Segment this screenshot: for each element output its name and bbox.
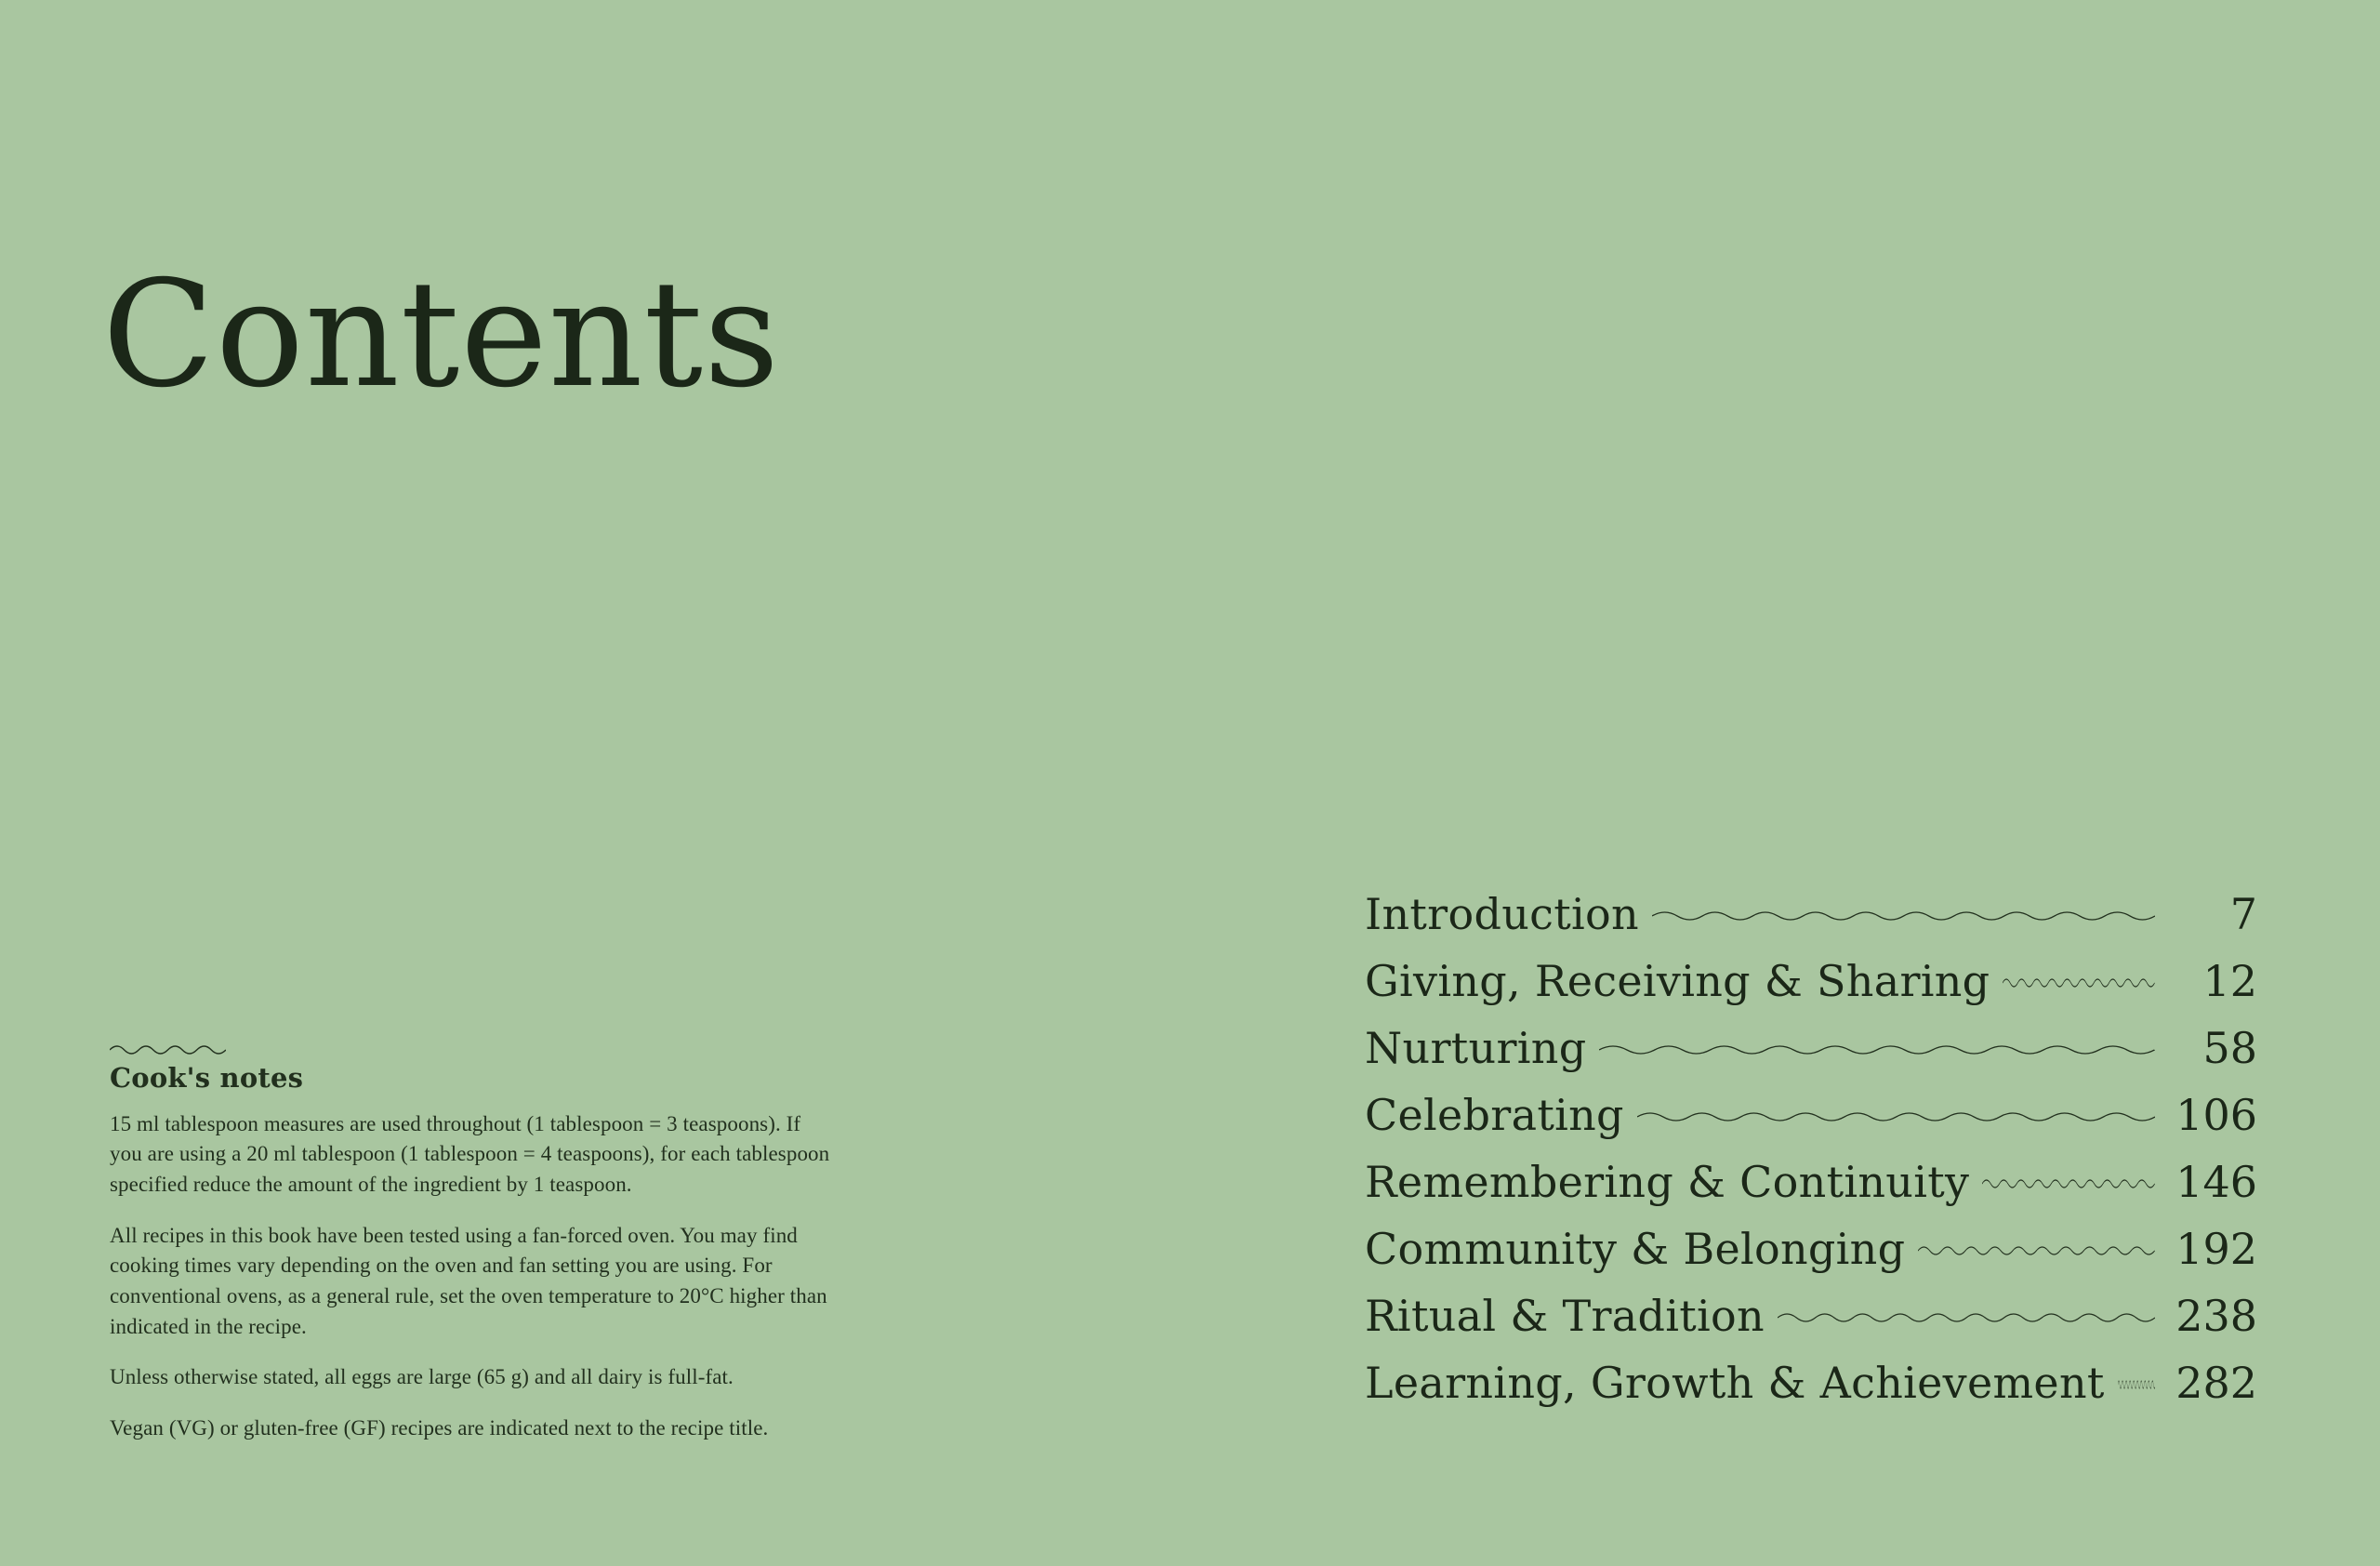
toc-entry-label: Learning, Growth & Achievement [1365,1358,2105,1408]
toc-leader-squiggle-icon [1599,1041,2155,1057]
toc-entry-page: 192 [2175,1224,2257,1274]
toc-leader-squiggle-icon [1637,1108,2155,1124]
toc-entry-page: 238 [2175,1291,2257,1341]
cooks-notes-paragraph: 15 ml tablespoon measures are used throughout (1 tablespoon = 3 teaspoons). If you are using a 20 ml tablespoon (1 tablespoon = 4 teaspoons), for each tablespoon specified reduce the amount of the ingredient by 1 teaspoon. [110,1111,830,1197]
toc-leader-squiggle-icon [1982,1174,2155,1191]
cooks-notes-paragraph: Unless otherwise stated, all eggs are large (65 g) and all dairy is full-fat. [110,1365,734,1389]
toc-entry[interactable] [1365,1023,2257,1094]
toc-entry[interactable] [1365,1157,2257,1228]
toc-entry-label: Celebrating [1365,1090,1624,1140]
toc-entry-page: 282 [2175,1358,2257,1408]
toc-entry[interactable] [1365,956,2257,1027]
toc-entry-label: Community & Belonging [1365,1224,1906,1274]
toc-leader-squiggle-icon [1778,1308,2155,1325]
page-title: Contents [102,248,781,420]
toc-leader-squiggle-icon [2118,1375,2155,1392]
toc-entry[interactable] [1365,1358,2257,1428]
toc-entry-page: 12 [2202,956,2257,1006]
squiggle-divider-icon [110,1042,226,1056]
toc-entry[interactable] [1365,1291,2257,1361]
toc-entry-page: 146 [2175,1157,2257,1207]
cooks-notes-paragraph: All recipes in this book have been tested using a fan-forced oven. You may find cooking times vary depending on the oven and fan setting you are using. For conventional ovens, as a general rule, set the oven temperature to 20°C higher than indicated in the recipe. [110,1223,827,1338]
table-of-contents [1365,889,2257,1428]
cooks-notes-block [110,1042,844,1444]
toc-entry-page: 7 [2229,889,2257,939]
cooks-notes-heading: Cook's notes [110,1062,304,1094]
toc-entry-page: 58 [2202,1023,2257,1073]
toc-entry-label: Giving, Receiving & Sharing [1365,956,1990,1006]
toc-leader-squiggle-icon [1652,907,2155,923]
toc-entry[interactable] [1365,1090,2257,1161]
toc-entry-label: Nurturing [1365,1023,1587,1073]
toc-entry-label: Introduction [1365,889,1639,939]
cooks-notes-paragraph: Vegan (VG) or gluten-free (GF) recipes are indicated next to the recipe title. [110,1416,769,1440]
toc-leader-squiggle-icon [2003,974,2155,990]
toc-entry-label: Remembering & Continuity [1365,1157,1970,1207]
toc-entry[interactable] [1365,1224,2257,1294]
toc-entry[interactable] [1365,889,2257,960]
toc-entry-page: 106 [2175,1090,2257,1140]
toc-entry-label: Ritual & Tradition [1365,1291,1765,1341]
toc-leader-squiggle-icon [1918,1241,2155,1258]
